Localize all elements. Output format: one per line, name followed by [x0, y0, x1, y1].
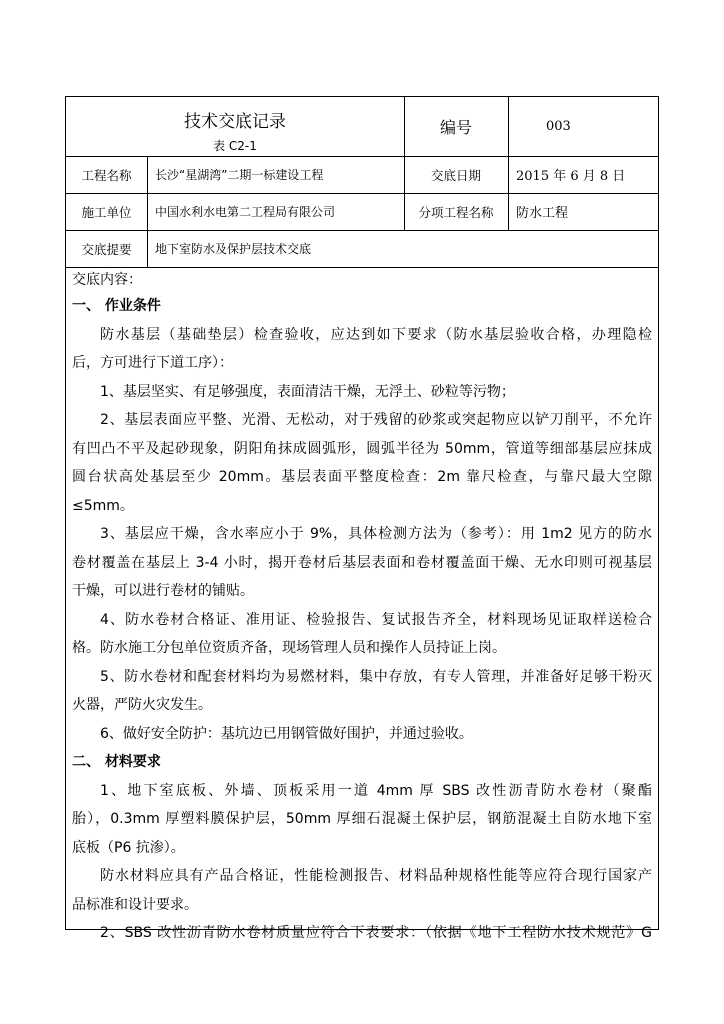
content-line: 防水材料应具有产品合格证，性能检测报告、材料品种规格性能等应符合现行国家产: [100, 868, 652, 884]
content-line: 1、地下室底板、外墙、顶板采用一道 4mm 厚 SBS 改性沥青防水卷材（聚酯: [100, 782, 652, 799]
content-line: 3、基层应干燥，含水率应小于 9%，具体检测方法为（参考）：用 1m2 见方的防水: [100, 526, 652, 542]
content-line: 品标准和设计要求。: [72, 896, 198, 913]
content-heading: 交底内容：: [72, 272, 142, 288]
divider: [66, 156, 658, 157]
number-value: 003: [546, 119, 571, 134]
content-line: 2、SBS 改性沥青防水卷材质量应符合下表要求：（依据《地下工程防水技术规范》G: [100, 925, 652, 941]
content-line: 干燥，可以进行卷材的铺贴。: [72, 583, 254, 599]
content-line: 2、基层表面应平整、光滑、无松动，对于残留的砂浆或突起物应以铲刀削平，不允许: [100, 412, 652, 428]
content-line: ≤5mm。: [72, 497, 134, 514]
subproject-value: 防水工程: [516, 206, 569, 221]
content-line: 火器，严防火灾发生。: [72, 697, 212, 713]
content-line: 后，方可进行下道工序）：: [72, 355, 233, 371]
divider: [508, 97, 509, 230]
content-line: 卷材覆盖在基层上 3-4 小时，揭开卷材后基层表面和卷材覆盖面干燥、无水印则可视基层: [72, 554, 652, 571]
subproject-label: 分项工程名称: [418, 204, 494, 220]
content-line: 防水基层（基础垫层）检查验收，应达到如下要求（防水基层验收合格，办理隐检: [100, 326, 652, 343]
content-line: 胎），0.3mm 厚塑料膜保护层，50mm 厚细石混凝土保护层，钢筋混凝土自防水地下室: [72, 811, 652, 827]
divider: [404, 97, 405, 230]
content-line: 1、基层坚实、有足够强度，表面清洁干燥，无浮土、砂粒等污物；: [100, 383, 515, 400]
contractor-value: 中国水利水电第二工程局有限公司: [155, 205, 336, 219]
title-block: [66, 97, 404, 156]
section-heading: 二、 材料要求: [72, 754, 161, 770]
divider: [66, 193, 658, 194]
form-code: 表 C2-1: [213, 139, 257, 153]
content-line: 4、防水卷材合格证、准用证、检验报告、复试报告齐全，材料现场见证取样送检合: [100, 611, 652, 628]
summary-value: 地下室防水及保护层技术交底: [155, 242, 312, 256]
date-label: 交底日期: [430, 167, 481, 183]
content-line: 底板（P6 抗渗）。: [72, 839, 185, 856]
summary-label: 交底提要: [81, 241, 132, 257]
disclosure-record-form: [65, 96, 659, 941]
number-label: 编号: [439, 118, 472, 137]
disclosure-content: [66, 268, 658, 948]
content-line: 有凹凸不平及起砂现象，阴阳角抹成圆弧形，圆弧半径为 50mm，管道等细部基层应抹成: [72, 440, 652, 457]
content-line: 5、防水卷材和配套材料均为易燃材料，集中存放，有专人管理，并准备好足够干粉灭: [100, 668, 652, 685]
content-line: 格。防水施工分包单位资质齐备，现场管理人员和操作人员持证上岗。: [72, 640, 506, 656]
project-name-value: 长沙“星湖湾”二期一标建设工程: [155, 168, 324, 182]
divider: [147, 156, 148, 267]
content-line: 圆台状高处基层至少 20mm。基层表面平整度检查：2m 靠尺检查，与靠尺最大空隙: [72, 469, 652, 485]
project-name-label: 工程名称: [81, 167, 132, 183]
contractor-label: 施工单位: [81, 204, 132, 220]
content-line: 6、做好安全防护：基坑边已用钢管做好围护，并通过验收。: [100, 725, 473, 742]
date-value: 2015 年 6 月 8 日: [516, 169, 626, 184]
section-heading: 一、 作业条件: [72, 298, 161, 314]
divider: [66, 230, 658, 231]
form-title: 技术交底记录: [184, 112, 286, 132]
